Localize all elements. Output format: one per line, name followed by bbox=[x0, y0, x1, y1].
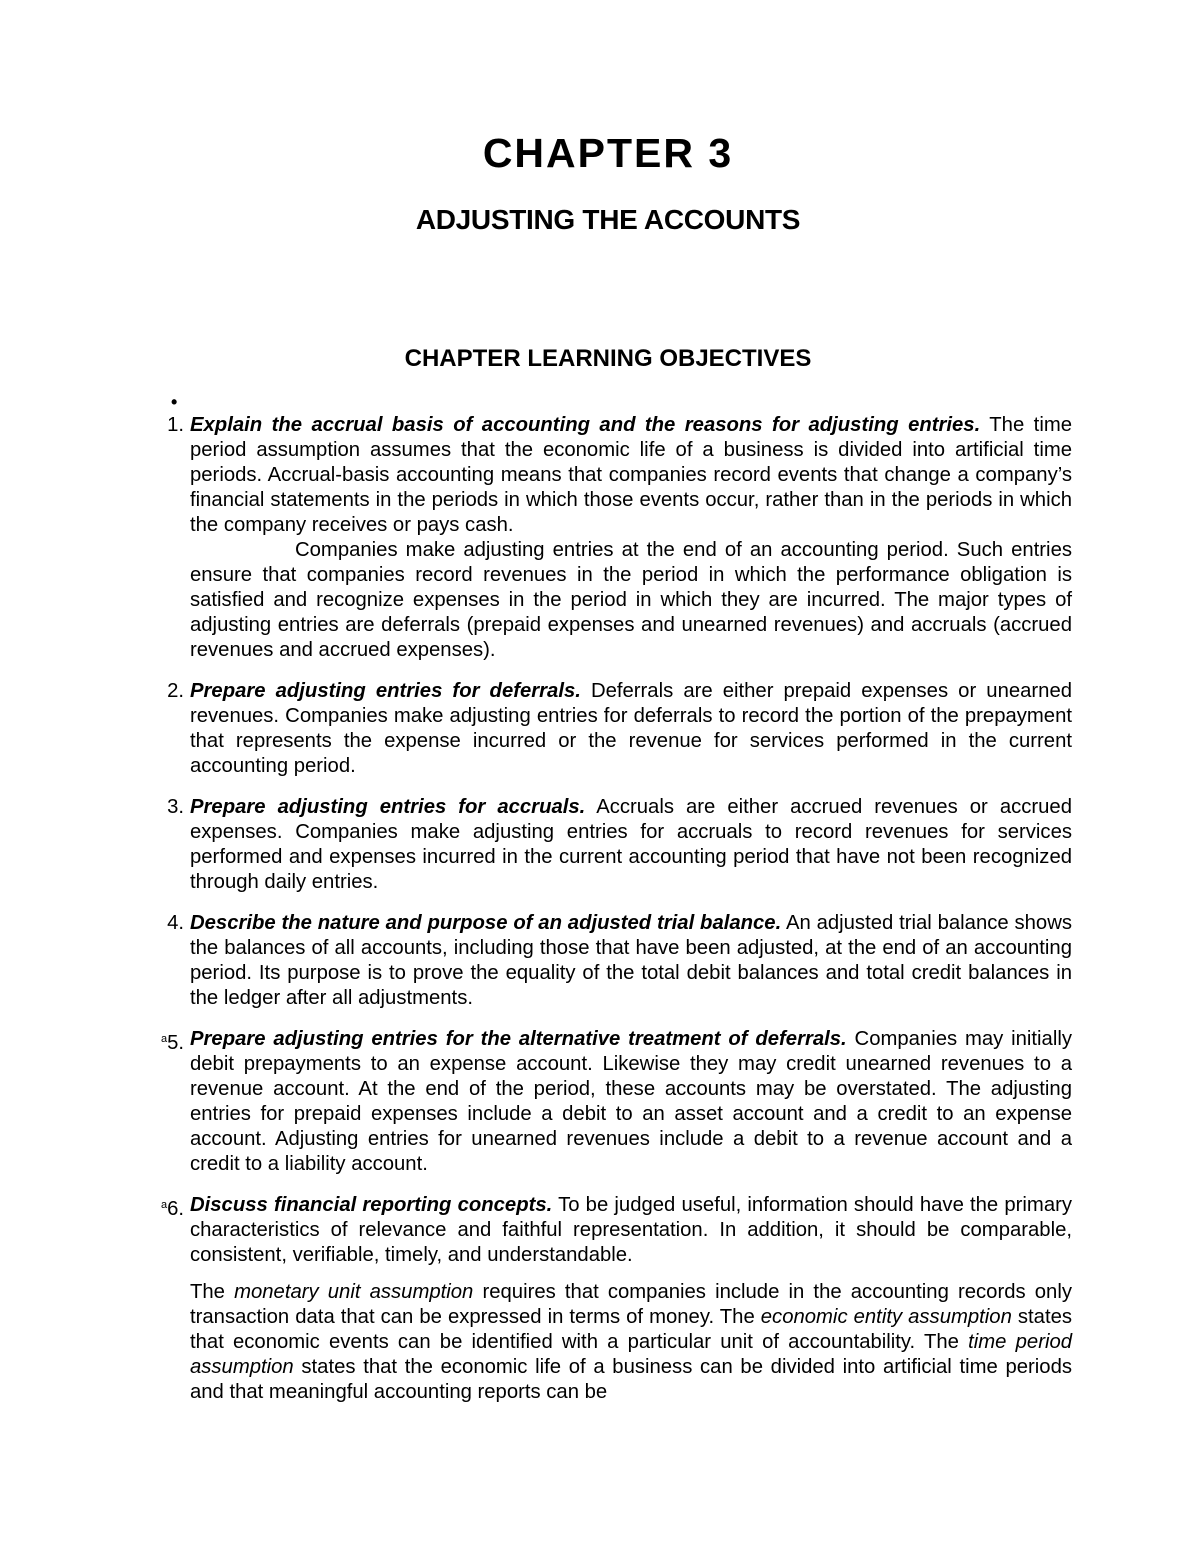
objective-text: An adjusted trial balance shows the balances of all accounts, including those that have been adjusted, at the end of an accounting period. Its purpose is to prove the equality of the total debit balances and total credit balances in the ledger after all adjustments. bbox=[190, 912, 1072, 1009]
objective-paragraph bbox=[190, 911, 1072, 1011]
objective-paragraph bbox=[190, 679, 1072, 779]
objective-continuation: Companies make adjusting entries at the end of an accounting period. Such entries ensure that companies record revenues in the period in which the performance obligation is satisfied and recognize expenses in the period in which they are incurred. The major types of adjusting entries are deferrals (prepaid expenses and unearned revenues) and accruals (accrued revenues and accrued expenses). bbox=[190, 539, 1072, 661]
objective-prefix: a bbox=[160, 1033, 168, 1045]
objective-paragraph bbox=[190, 413, 1072, 538]
objective-4 bbox=[167, 911, 1072, 1011]
objective-text: Deferrals are either prepaid expenses or unearned revenues. Companies make adjusting entries for deferrals to record the portion of the prepayment that represents the expense incurred or the revenue for services performed in the current accounting period. bbox=[190, 680, 1072, 777]
term-economic-entity: economic entity assumption bbox=[760, 1306, 1012, 1328]
objective-3 bbox=[167, 795, 1072, 895]
objective-lead: Describe the nature and purpose of an adjusted trial balance. bbox=[190, 912, 782, 934]
objective-text: Accruals are either accrued revenues or accrued expenses. Companies make adjusting entries for accruals to record revenues for services performed and expenses incurred in the current accounting period that have not been recognized through daily entries. bbox=[190, 796, 1072, 893]
objective-number: 4. bbox=[167, 912, 184, 934]
chapter-title: ADJUSTING THE ACCOUNTS bbox=[415, 204, 801, 235]
objective-lead: Discuss financial reporting concepts. bbox=[190, 1194, 553, 1216]
objectives-list bbox=[160, 413, 1073, 1421]
objective-paragraph bbox=[190, 1193, 1072, 1268]
term-monetary-unit: monetary unit assumption bbox=[234, 1281, 474, 1303]
objective-lead: Prepare adjusting entries for the alternative treatment of deferrals. bbox=[190, 1028, 847, 1050]
bullet-dot: • bbox=[171, 392, 178, 412]
objective-text: Companies may initially debit prepayments to an expense account. Likewise they may credit unearned revenues to a revenue account. At the end of the period, these accounts may be overstated. The adjusting entries for prepaid expenses include a debit to an asset account and a credit to an expense account. Adjusting entries for unearned revenues include a debit to a revenue account and a credit to a liability account. bbox=[190, 1028, 1072, 1175]
objective-number: $^a$6. bbox=[160, 1198, 184, 1220]
objective-prefix: a bbox=[160, 1199, 168, 1211]
objective-number: 3. bbox=[167, 796, 184, 818]
objective-number: $^a$5. bbox=[160, 1032, 184, 1054]
objective-lead: Explain the accrual basis of accounting and the reasons for adjusting entries. bbox=[190, 414, 981, 436]
concepts-paragraph: The monetary unit assumption requires that companies include in the accounting records only transaction data that can be expressed in terms of money. The economic entity assumption states that economic events can be identified with a particular unit of accountability. The time period assumption states that the economic life of a business can be divided into artificial time periods and that meaningful accounting reports can be bbox=[190, 1281, 1073, 1403]
objective-number: 1. bbox=[167, 414, 184, 436]
objectives-heading: CHAPTER LEARNING OBJECTIVES bbox=[404, 345, 812, 372]
objective-paragraph bbox=[190, 1027, 1072, 1177]
term-time-period: time period assumption bbox=[190, 1331, 1073, 1378]
chapter-number: CHAPTER 3 bbox=[482, 130, 734, 176]
objective-text: The time period assumption assumes that the economic life of a business is divided into artificial time periods. Accrual-basis accounting means that companies record events that change a company’s financial statements in the periods in which those events occur, rather than in the periods in which the company receives or pays cash. bbox=[190, 414, 1072, 536]
objective-1 bbox=[167, 413, 1072, 663]
objective-lead: Prepare adjusting entries for deferrals. bbox=[190, 680, 581, 702]
objective-paragraph bbox=[190, 795, 1072, 895]
objective-6 bbox=[160, 1193, 1073, 1405]
objective-text: To be judged useful, information should have the primary characteristics of relevance and faithful representation. In addition, it should be comparable, consistent, verifiable, timely, and understandable. bbox=[190, 1194, 1072, 1266]
objective-5 bbox=[160, 1027, 1072, 1177]
objective-number: 2. bbox=[167, 680, 184, 702]
objective-lead: Prepare adjusting entries for accruals. bbox=[190, 796, 586, 818]
objective-2 bbox=[167, 679, 1072, 779]
